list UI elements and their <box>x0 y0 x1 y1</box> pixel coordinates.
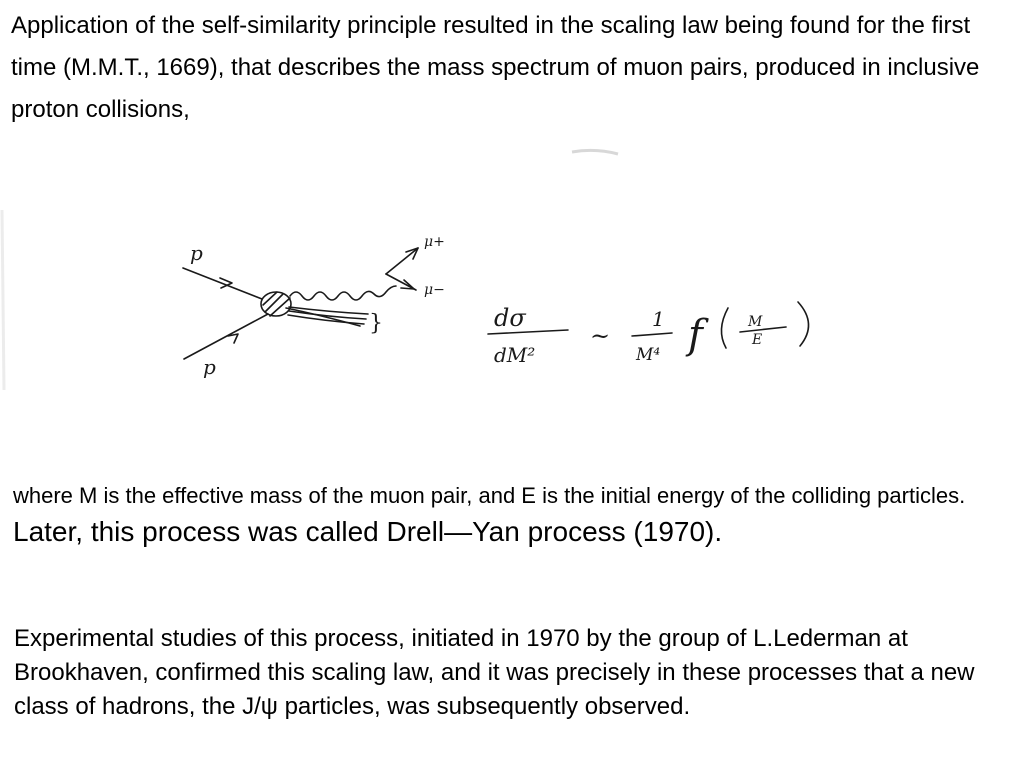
proton-label-top: p <box>190 241 203 265</box>
arrow-icon <box>401 280 414 289</box>
formula-rhs-denominator: M⁴ <box>636 345 661 365</box>
scaling-formula <box>488 302 809 367</box>
photon-wavy-line <box>290 286 396 300</box>
fraction-bar <box>632 333 672 336</box>
formula-arg-numerator: M <box>748 314 763 330</box>
formula-lhs-denominator: dM² <box>494 343 536 367</box>
formula-lhs-numerator: dσ <box>494 304 526 332</box>
arrow-icon <box>228 334 238 343</box>
fraction-bar <box>740 327 786 332</box>
mu-plus-label: μ+ <box>424 234 445 250</box>
mu-minus-label: μ− <box>424 282 445 298</box>
incoming-proton-line-bottom <box>184 314 268 359</box>
where-paragraph <box>13 478 1018 552</box>
formula-arg-denominator: E <box>752 332 763 348</box>
experimental-paragraph: Experimental studies of this process, initiated in 1970 by the group of L.Lederman at Brookhaven, confirmed this scaling law, and it was precisely in these processes that a new class of hadrons, the J/ψ particles, was subsequently observed. <box>14 625 975 720</box>
intro-paragraph: Application of the self-similarity principle resulted in the scaling law being found for the first time (M.M.T., 1669), that describes the mass spectrum of muon pairs, produced in inclusive proton collisions, <box>11 12 980 123</box>
paren-left <box>721 308 728 348</box>
incoming-proton-line-top <box>183 268 262 299</box>
feynman-diagram <box>183 234 445 379</box>
where-definition: where M is the effective mass of the muon pair, and E is the initial energy of the colliding particles. <box>13 483 966 508</box>
formula-rhs-numerator: 1 <box>652 307 665 331</box>
drell-yan-sketch <box>0 140 1024 440</box>
remnant-brace: } <box>369 311 383 336</box>
formula-relation: ~ <box>590 322 611 350</box>
proton-label-bottom: p <box>203 355 216 379</box>
formula-function: f <box>688 312 703 358</box>
paren-right <box>798 302 809 346</box>
drell-yan-sentence: Later, this process was called Drell—Yan process (1970). <box>13 516 723 547</box>
mu-plus-line <box>386 248 418 274</box>
scan-smudge <box>572 150 618 154</box>
scan-edge <box>2 210 4 390</box>
